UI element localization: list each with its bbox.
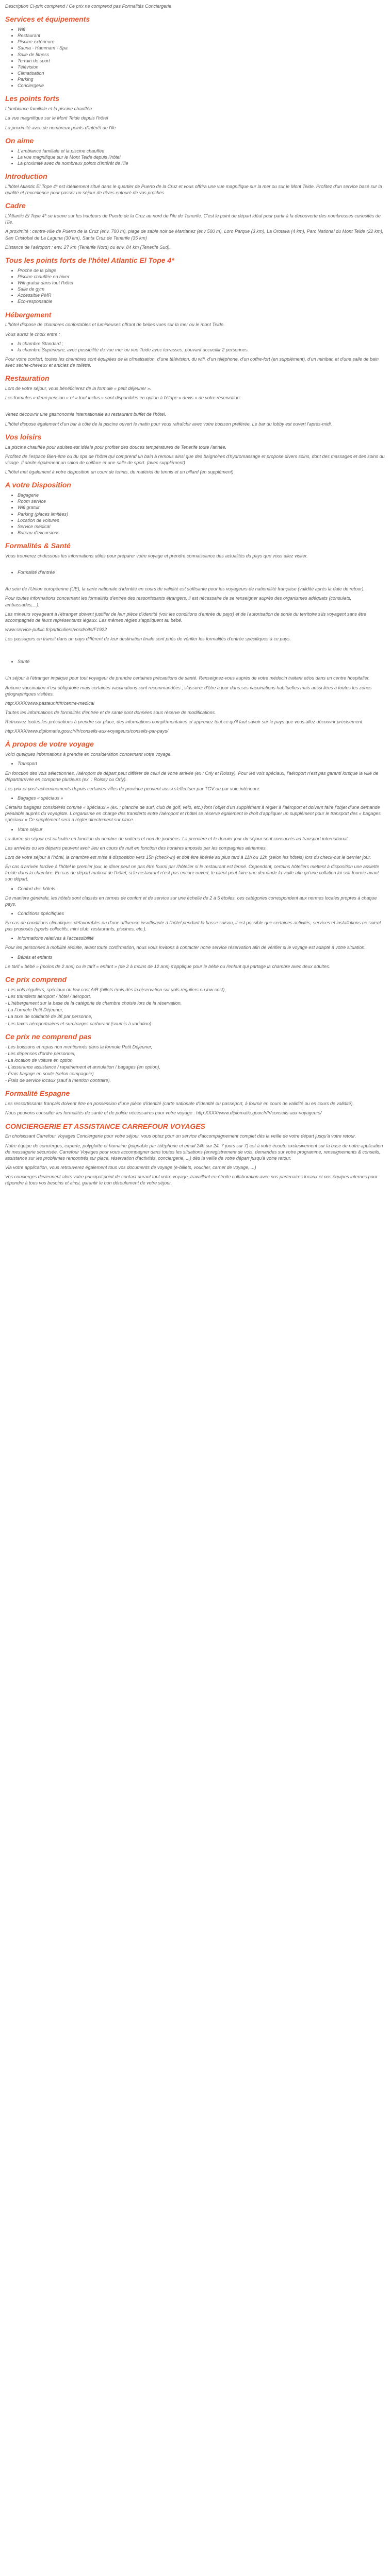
- list-item: • la chambre Supérieure, avec possibilité de vue mer ou vue Teide avec terrasses, pouvant accueillir 2 personnes.: [18, 347, 386, 353]
- list-item: • Piscine extérieure: [18, 39, 386, 45]
- paragraph: - Les vols réguliers, spéciaux ou low cost A/R (billets émis dès la réservation sur vols réguliers ou low cost),: [5, 987, 226, 992]
- list-item: • Restaurant: [18, 32, 386, 39]
- paragraph: Les ressortissants français doivent être en possession d'une pièce d'identité (carte nationale d'identité ou passeport, à fournir en cours de validité ou en cours de validité).: [5, 1101, 354, 1107]
- list-item: • Service médical: [18, 523, 386, 530]
- paragraph: Les arrivées ou les départs peuvent avoir lieu en cours de nuit en fonction des horaires imposés par les compagnies aériennes.: [5, 845, 267, 851]
- paragraph: Distance de l'aéroport : env. 27 km (Tenerife Nord) ou env. 84 km (Tenerife Sud).: [5, 244, 171, 250]
- bagages-list: [5, 795, 386, 801]
- paragraph: Notre équipe de concierges, experte, polyglotte et humaine (joignable par téléphone et email 24h sur 24, 7 jours sur 7) est à votre écoute exclusivement sur la base de notre application de messagerie sécurisée. Carrefour Voyages pour vous accompagner dans toutes les situations (enregistrement de vols, demandes sur votre programme, renseignements & conseils, assistance sur les problèmes rencontrés sur place, réservation d'activités, conciergerie, ...) dès la veille de votre départ jusqu'à votre retour.: [5, 1143, 383, 1161]
- loisirs-heading: Vos loisirs: [5, 432, 42, 441]
- points-heading: Les points forts: [5, 94, 60, 103]
- list-item: • Santé: [18, 658, 386, 665]
- sante-list: [5, 658, 386, 665]
- paragraph: - La location de voiture en option,: [5, 1057, 74, 1063]
- list-item: • Informations relatives à l'accessibilité: [18, 935, 386, 941]
- list-item: • Conciergerie: [18, 82, 386, 89]
- sejour-list: [5, 826, 386, 833]
- paragraph: Vous aurez le choix entre :: [5, 331, 60, 337]
- paragraph: La piscine chauffée pour adultes est idéale pour profiter des douces températures de Tenerife toute l'année.: [5, 444, 227, 450]
- paragraph: Au sein de l'Union européenne (UE), la carte nationale d'identité en cours de validité est suffisante pour les voyageurs de nationalité française (validité aprés la date de retour).: [5, 586, 365, 592]
- tous-points-heading: Tous les points forts de l'hôtel Atlantic El Tope 4*: [5, 256, 174, 264]
- disposition-list: [5, 492, 386, 536]
- list-item: • Parking (places limitées): [18, 511, 386, 517]
- paragraph: Les passagers en transit dans un pays différent de leur destination finale sont priés de vérifier les formalités d'entrée spécifiques à ce pays.: [5, 636, 291, 642]
- list-item: • Bureau d'excursions: [18, 530, 386, 536]
- list-item: • Location de voitures: [18, 517, 386, 523]
- paragraph: La durée du séjour est calculée en fonction du nombre de nuitées et non de journées. La première et le dernier jour du séjour sont consacrés au transport international.: [5, 836, 349, 841]
- paragraph: L'hôtel dispose également d'un bar à côté de la piscine ouvert le matin pour vous rafraîchir avec votre boisson préférée. Le bar du lobby est ouvert l'après-midi.: [5, 421, 332, 427]
- paragraph: Les prix et post-acheminements depuis certaines villes de province peuvent aussi s'effectuer par TGV ou par voie intérieure.: [5, 786, 260, 791]
- list-item: • Wifi: [18, 26, 386, 32]
- paragraph: - La taxe de solidarité de 3€ par personne,: [5, 1014, 93, 1020]
- paragraph: L'Atlantic El Tope 4* se trouve sur les hauteurs de Puerto de la Cruz au nord de l'île de Tenerife. C'est le point de départ idéal pour partir à la découverte des nombreuses curiosités de l'île.: [5, 213, 381, 225]
- list-item: • La proximité avec de nombreux points d'intérêt de l'île: [18, 160, 386, 166]
- paragraph: - L'assurance assistance / rapatriement et annulation / bagages (en option),: [5, 1064, 160, 1070]
- paragraph: La vue magnifique sur le Mont Teide depuis l'hôtel: [5, 115, 108, 121]
- list-item: • Formalité d'entrée: [18, 569, 386, 575]
- formalites-heading: Formalités & Santé: [5, 541, 71, 550]
- list-item: • Terrain de sport: [18, 58, 386, 64]
- link-text[interactable]: http:XXXX/www.pasteur.fr/fr/centre-medical: [5, 700, 94, 706]
- list-item: • Climatisation: [18, 70, 386, 76]
- disposition-heading: A votre Disposition: [5, 481, 71, 489]
- confort-list: [5, 886, 386, 892]
- paragraph: Un séjour à l'étranger implique pour tout voyageur de prendre certaines précautions de santé. Renseignez-vous auprès de votre médecin traitant et/ou dans un centre hospitalier.: [5, 675, 370, 681]
- transport-list: [5, 760, 386, 767]
- list-item: • Wifi gratuit: [18, 504, 386, 511]
- list-item: • Transport: [18, 760, 386, 767]
- list-item: • Proche de la plage: [18, 267, 386, 274]
- paragraph: - Frais de service locaux (sauf à mention contraire).: [5, 1078, 111, 1083]
- paragraph: - L'hébergement sur la base de la catégorie de chambre choisie lors de la réservation,: [5, 1001, 182, 1006]
- paragraph: Profitez de l'espace Bien-être ou du spa de l'hôtel qui comprend un bain à remous ainsi que des baignoires d'hydromassage et propose divers soins, dont des massages et des soins du visage. Il abrite également un salon de coiffure et une salle de sport. (avec supplément): [5, 453, 385, 465]
- paragraph: - Les boissons et repas non mentionnés dans la formule Petit Déjeuner,: [5, 1044, 153, 1049]
- paragraph: À proximité : centre-ville de Puerto de la Cruz (env. 700 m), plage de sable noir de Martianez (env 500 m), Loro Parque (3 km), La Orotava (4 km), Parc National du Mont Teide (22 km), San Cristobal de La Laguna (30 km), Santa Cruz de Tenerife (35 km): [5, 229, 384, 241]
- paragraph: L'ambiance familiale et la piscine chauffée: [5, 106, 92, 112]
- cadre-heading: Cadre: [5, 201, 26, 210]
- list-item: • Bagages « spéciaux »: [18, 795, 386, 801]
- paragraph: De manière générale, les hôtels sont classés en termes de confort et de service sur une échelle de 2 à 5 étoiles, ces catégories correspondent aux normes locales propres à chaque pays.: [5, 895, 377, 907]
- on-aime-heading: On aime: [5, 136, 34, 145]
- paragraph: - Les transferts aéroport / hôtel / aéroport,: [5, 993, 91, 999]
- paragraph: Certains bagages considérés comme « spéciaux » (ex. : planche de surf, club de golf, vélo, etc.) font l'objet d'un supplément à régler à l'aéroport et doivent faire l'objet d'une demande préalable auprès du voyagiste. L'organisme en charge des transferts entre l'aéroport et l'hôtel se réserve également le droit d'appliquer un supplément pour le transport des « bagages spéciaux » Ce supplément sera à régler directement sur place.: [5, 805, 381, 823]
- hebergement-heading: Hébergement: [5, 310, 52, 319]
- restauration-heading: Restauration: [5, 374, 50, 383]
- list-item: • Wifi gratuit dans tout l'hôtel: [18, 280, 386, 286]
- paragraph: En cas d'arrivée tardive à l'hôtel le premier jour, le dîner peut ne pas être fourni par l'hôtelier si le restaurant est fermé. Cependant, certains hôteliers mettent à disposition une assiette froide dans la chambre. En cas de départ matinal de l'hôtel, si le restaurant n'est pas encore ouvert, le client peut faire une demande la veille afin qu'une collation lui soit fournie avant son départ.: [5, 864, 380, 882]
- list-item: • Eco-responsable: [18, 298, 386, 304]
- paragraph: Nous pouvons consulter les formalités de santé et de police nécessaires pour votre voyage : http:XXXX/www.diplomatie.gouv.fr/fr/conseils-aux-voyageurs/: [5, 1110, 322, 1116]
- apropos-heading: À propos de votre voyage: [5, 740, 94, 749]
- paragraph: Lors de votre séjour, vous bénéficierez de la formule « petit déjeuner ».: [5, 386, 152, 392]
- list-item: • Room service: [18, 498, 386, 504]
- services-heading: Services et équipements: [5, 15, 90, 24]
- paragraph: En fonction des vols sélectionnés, l'aéroport de départ peut différer de celui de votre arrivée (ex : Orly et Roissy). Pour les vols spéciaux, l'aéroport n'est pas garanti lorsque la ville de départ/arrivée en comporte plusieurs (ex. : Roissy ou Orly).: [5, 770, 379, 782]
- list-item: • la chambre Standard ;: [18, 341, 386, 347]
- list-item: • Accessible PMR: [18, 292, 386, 298]
- list-item: • L'ambiance familiale et la piscine chauffée: [18, 148, 386, 154]
- paragraph: Pour les personnes à mobilité réduite, avant toute confirmation, nous vous invitons à contacter notre service réservation afin de vérifier si le voyage est adapté à votre situation.: [5, 945, 366, 951]
- intro-text: Description Ci-prix comprend / Ce prix ne comprend pas Formalités Conciergerie: [5, 4, 172, 9]
- list-item: • Sauna - Hammam - Spa: [18, 45, 386, 51]
- list-item: • Bagagerie: [18, 492, 386, 498]
- list-item: • La vue magnifique sur le Mont Teide depuis l'hôtel: [18, 154, 386, 160]
- list-item: • Conditions spécifiques: [18, 910, 386, 917]
- hebergement-list: [5, 341, 386, 353]
- paragraph: Voici quelques informations à prendre en considération concernant votre voyage.: [5, 752, 172, 757]
- paragraph: Vous trouverez ci-dessous les informations utiles pour préparer votre voyage et prendre connaissance des actualités du pays que vous allez visiter.: [5, 553, 308, 558]
- conditions-list: [5, 910, 386, 917]
- paragraph: Les mineurs voyageant à l'étranger doivent justifier de leur pièce d'identité (voir les conditions d'entrée du pays) et de l'autorisation de sortie du territoire s'ils voyagent sans être accompagnés de leurs représentants légaux. Les mêmes règles s'appliquent au bébé.: [5, 611, 366, 623]
- paragraph: Le tarif « bébé » (moins de 2 ans) ou le tarif « enfant » (de 2 à moins de 12 ans) s'applique pour le bébé ou l'enfant qui partage la chambre avec deux adultes.: [5, 963, 330, 969]
- paragraph: Toutes les informations de formalités d'entrée et de santé sont données sous réserve de modifications.: [5, 709, 216, 715]
- paragraph: Vos concierges deviennent alors votre principal point de contact durant tout votre voyage, travaillant en étroite collaboration avec nos partenaires locaux et nos équipes internes pour répondre à tous vos besoins et ainsi, garantir le bon déroulement de votre séjour.: [5, 1174, 378, 1186]
- formalite-espagne-heading: Formalité Espagne: [5, 1089, 70, 1098]
- paragraph: La proximité avec de nombreux points d'intérêt de l'île: [5, 125, 116, 130]
- paragraph: L'hôtel Atlantic El Tope 4* est idéalement situé dans le quartier de Puerto de la Cruz et vous offrira une vue magnifique sur la mer ou sur le Mont Teide. Profitez d'un service basé sur la qualité et l'excellence pour passer un séjour de rêves entouré de vos proches.: [5, 183, 382, 196]
- list-item: • Salle de gym: [18, 286, 386, 292]
- paragraph: L'hôtel dispose de chambres confortables et lumineuses offrant de belles vues sur la mer ou le mont Teide.: [5, 322, 225, 328]
- paragraph: Les formules « demi-pension » et « tout inclus » sont disponibles en option à l'étape « devis » de votre réservation.: [5, 395, 241, 401]
- services-list: [5, 26, 386, 89]
- paragraph: - La Formule Petit Déjeuner,: [5, 1007, 63, 1013]
- list-item: • Confort des hôtels: [18, 886, 386, 892]
- list-item: • Parking: [18, 76, 386, 82]
- paragraph: En cas de conditions climatiques défavorables ou d'une affluence insuffisante à l'hôtel pendant la basse saison, il est possible que certaines activités, services et installations ne soient pas proposés (sports collectifs, mini club, restaurants, piscines, etc.).: [5, 920, 381, 932]
- paragraph: - Frais bagage en soute (selon compagnie): [5, 1071, 94, 1077]
- paragraph: - Les dépenses d'ordre personnel,: [5, 1050, 76, 1056]
- paragraph: Aucune vaccination n'est obligatoire mais certaines vaccinations sont recommandées ; s'assurer d'être à jour dans ses vaccinations habituelles mais aussi liées à toutes les zones géographiques visitées.: [5, 685, 372, 697]
- paragraph: Pour votre confort, toutes les chambres sont équipées de la climatisation, d'une télévision, du wifi, d'un téléphone, d'un coffre-fort (en supplément), d'un minibar, et d'une salle de bain avec sèche-cheveux et articles de toilette.: [5, 357, 379, 368]
- list-item: • Piscine chauffée en hiver: [18, 274, 386, 280]
- conciergerie-heading: CONCIERGERIE ET ASSISTANCE CARREFOUR VOYAGES: [5, 1122, 205, 1130]
- introduction-heading: Introduction: [5, 172, 47, 181]
- prix-ne-comprend-pas-heading: Ce prix ne comprend pas: [5, 1032, 92, 1041]
- paragraph: Retrouvez toutes les précautions à prendre sur place, des informations complémentaires et apprenez tout ce qu'il faut savoir sur le pays que vous allez découvrir précisément.: [5, 719, 364, 725]
- paragraph: - Les taxes aéroportuaires et surcharges carburant (soumis à variation).: [5, 1021, 153, 1026]
- list-item: • Votre séjour: [18, 826, 386, 833]
- paragraph: Lors de votre séjour à l'hôtel, la chambre est mise à disposition vers 15h (check-in) et doit être libérée au plus tard à 11h ou 12h (selon les hôtels) lors du check-out le dernier jour.: [5, 854, 371, 860]
- paragraph: Pour toutes informations concernant les formalités d'entrée des ressortissants étrangers, il est nécessaire de se renseigner auprès des organismes adéquats (consulats, ambassades,...).: [5, 596, 352, 607]
- on-aime-list: [5, 148, 386, 166]
- accessibilite-list: [5, 935, 386, 941]
- formalites-entree-list: [5, 569, 386, 575]
- paragraph: L'hôtel met également à votre disposition un court de tennis, du matériel de tennis et un billard (en supplément): [5, 469, 234, 475]
- link-text[interactable]: www.service-public.fr/particuliers/vosdroits/F1922: [5, 626, 107, 632]
- bebes-list: [5, 954, 386, 960]
- tous-points-list: [5, 267, 386, 305]
- link-text[interactable]: http:XXXX/www.diplomatie.gouv.fr/fr/conseils-aux-voyageurs/conseils-par-pays/: [5, 728, 169, 734]
- list-item: • Télévision: [18, 64, 386, 70]
- list-item: • Salle de fitness: [18, 52, 386, 58]
- paragraph: Venez découvrir une gastronomie internationale au restaurant buffet de l'hôtel.: [5, 412, 167, 417]
- paragraph: Via votre application, vous retrouverez également tous vos documents de voyage (e-billets, voucher, carnet de voyage, ...): [5, 1165, 256, 1170]
- prix-comprend-heading: Ce prix comprend: [5, 975, 67, 984]
- list-item: • Bébés et enfants: [18, 954, 386, 960]
- paragraph: En choisissant Carrefour Voyages Conciergerie pour votre séjour, vous optez pour un service d'accompagnement complet dès la veille de votre départ jusqu'à votre retour.: [5, 1133, 356, 1139]
- page: [0, 0, 391, 1186]
